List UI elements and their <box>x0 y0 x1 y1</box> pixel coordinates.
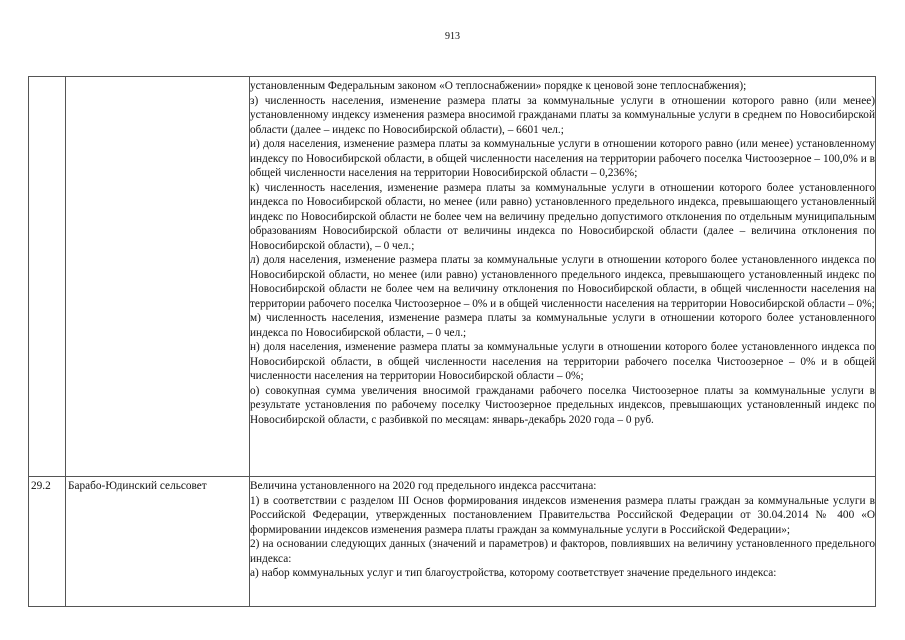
document-table <box>28 76 876 607</box>
paragraph: н) доля населения, изменение размера платы за коммунальные услуги в отношении которого более установленного индекса по Новосибирской области, в общей численности населения на территории рабочего поселка Чистоозерное – 0% и в общей численности населения на территории Новосибирской области – 0%; <box>250 341 875 382</box>
paragraph: к) численность населения, изменение размера платы за коммунальные услуги в отношении которого более установленного индекса по Новосибирской области, но менее (или равно) установленного предельного индекса, превышающего установленный индекс по Новосибирской области не более чем на величину предельно допустимого отклонения по отдельным муниципальным образованиям Новосибирской области от величины индекса по Новосибирской области (далее – величина отклонения по Новосибирской области), – 0 чел.; <box>250 181 875 252</box>
paragraph: о) совокупная сумма увеличения вносимой гражданами рабочего поселка Чистоозерное платы за коммунальные услуги в результате установления по рабочему поселку Чистоозерное предельных индексов, превышающих установленный индекс по Новосибирской области, с разбивкой по месяцам: январь-декабрь 2020 года – 0 руб. <box>250 384 875 426</box>
row-name-cell <box>66 77 250 477</box>
row-number-cell <box>29 477 66 607</box>
row-text-cell <box>250 477 876 607</box>
row-text-cell <box>250 77 876 477</box>
page-number: 913 <box>445 31 460 42</box>
row-name-cell <box>66 477 250 607</box>
paragraph: а) набор коммунальных услуг и тип благоустройства, которому соответствует значение предельного индекса: <box>250 567 777 579</box>
paragraph: 2) на основании следующих данных (значений и параметров) и факторов, повлиявших на величину установленного предельного индекса: <box>250 538 875 565</box>
row-number: 29.2 <box>31 480 51 492</box>
row-number-cell <box>29 77 66 477</box>
municipality-name <box>66 77 249 79</box>
paragraph: з) численность населения, изменение размера платы за коммунальные услуги в отношении которого равно (или менее) установленному индексу изменения размера вносимой гражданами платы за коммунальные услуги в среднем по Новосибирской области (далее – индекс по Новосибирской области), – 6601 чел.; <box>250 94 875 136</box>
table-row <box>29 477 876 607</box>
paragraph: м) численность населения, изменение размера платы за коммунальные услуги в отношении которого более установленного индекса по Новосибирской области, – 0 чел.; <box>250 312 875 339</box>
paragraph: 1) в соответствии с разделом III Основ формирования индексов изменения размера платы граждан за коммунальные услуги в Российской Федерации, утвержденных постановлением Правительства Российской Федерации от 30.04.2014 № 400 «О формировании индексов изменения размера платы граждан за коммунальные услуги в Российской Федерации»; <box>250 494 875 536</box>
row-number <box>29 77 65 79</box>
municipality-name: Барабо-Юдинский сельсовет <box>68 480 207 492</box>
paragraph: установленным Федеральным законом «О теплоснабжении» порядке к ценовой зоне теплоснабжения); <box>250 80 747 92</box>
paragraph: л) доля населения, изменение размера платы за коммунальные услуги в отношении которого более установленного индекса по Новосибирской области, но менее (или равно) установленного предельного индекса, превышающего установленный индекс по Новосибирской области не более чем на величину отклонения по Новосибирской области, в общей численности населения на территории рабочего поселка Чистоозерное – 0% и в общей численности населения на территории Новосибирской области – 0%; <box>250 254 875 310</box>
paragraph: и) доля населения, изменение размера платы за коммунальные услуги в отношении которого равно (или менее) установленному индексу по Новосибирской области, в общей численности населения на территории рабочего поселка Чистоозерное – 100,0% и в общей численности населения на территории Новосибирской области – 0,236%; <box>250 138 875 179</box>
table-row <box>29 77 876 477</box>
paragraph: Величина установленного на 2020 год предельного индекса рассчитана: <box>250 480 597 492</box>
